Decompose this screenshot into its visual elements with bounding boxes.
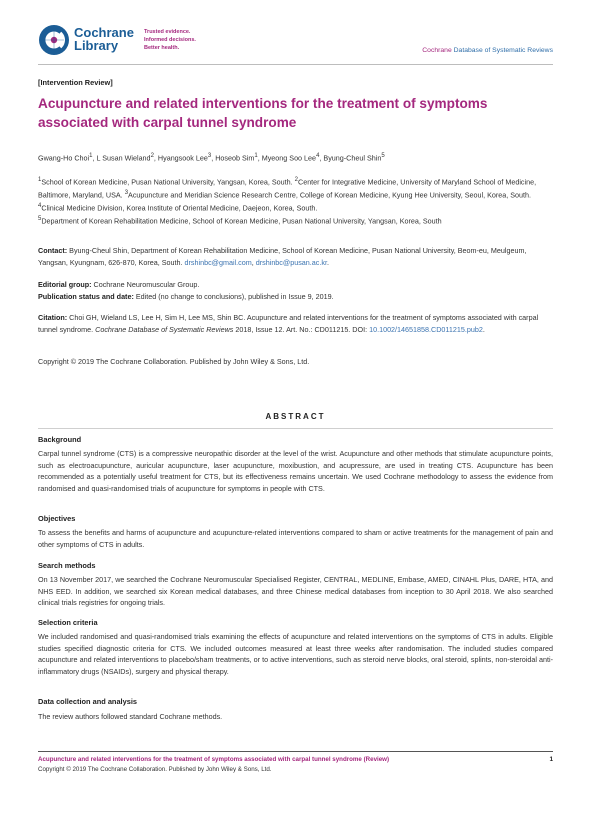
logo-line-1: Cochrane [74, 25, 134, 40]
affiliations [38, 175, 553, 227]
citation-journal: Cochrane Database of Systematic Reviews [95, 324, 234, 334]
contact-email-2[interactable]: drshinbc@pusan.ac.kr [255, 257, 327, 267]
selection-criteria-heading: Selection criteria [38, 618, 98, 627]
data-collection-heading: Data collection and analysis [38, 697, 137, 706]
data-collection-paragraph: The review authors followed standard Cochrane methods. [38, 712, 223, 721]
page-header [38, 24, 553, 64]
header-divider [38, 64, 553, 65]
search-methods-heading: Search methods [38, 561, 96, 570]
journal-rest: Database of Systematic Reviews [451, 47, 553, 54]
author-name: Gwang-Ho Choi [38, 153, 90, 163]
objectives-paragraph: To assess the benefits and harms of acupuncture and acupuncture-related interventions compared to sham or active treatments for the management of pain and other symptoms of CTS in adults. [38, 528, 553, 549]
author-separator: , [92, 153, 97, 163]
author-name: Byung-Cheul Shin [323, 153, 382, 163]
author-affiliation-mark: 1 [254, 153, 258, 159]
contact-text: Byung-Cheul Shin, Department of Korean Rehabilitation Medicine, School of Korean Medicine, Pusan National University, Beom-eu, Meulgeum, Yangsan, Kyungnam, 626-870, Korea, South. [38, 246, 527, 267]
background-paragraph: Carpal tunnel syndrome (CTS) is a compressive neuropathic disorder at the level of the wrist. Acupuncture and other methods that stimulate acupuncture points, such as electroacupuncture, auricular acupuncture, laser acupuncture, moxibustion, and acupressure, are used in treating CTS. Acupuncture has been recommended as a potentially useful treatment for CTS, but its effectiveness remains uncertain. We used Cochrane methodology to assess the evidence from randomised and quasi-randomised trials of acupuncture for symptoms in people with CTS. [38, 449, 553, 493]
review-type-label: [Intervention Review] [38, 78, 113, 87]
editorial-text: Cochrane Neuromuscular Group. [91, 280, 200, 289]
author-affiliation-mark: 1 [89, 153, 93, 159]
author-separator: , [211, 153, 216, 163]
search-methods-paragraph: On 13 November 2017, we searched the Cochrane Neuromuscular Specialised Register, CENTRAL, MEDLINE, Embase, AMED, CINAHL Plus, DARE, HTA, and NHS EED. In addition, we searched six Korean medical databases, and three Chinese medical databases from inception to 30 April 2018. We also searched clinical trials registries for ongoing trials. [38, 575, 553, 608]
author-name: L Susan Wieland [96, 153, 151, 163]
author-affiliation-mark: 4 [316, 153, 320, 159]
publication-status [38, 291, 553, 303]
page-number: 1 [549, 756, 553, 763]
status-text: Edited (no change to conclusions), published in Issue 9, 2019. [133, 292, 334, 301]
copyright-notice: Copyright © 2019 The Cochrane Collaboration. Published by John Wiley & Sons, Ltd. [38, 357, 310, 366]
contact-label: Contact: [38, 246, 68, 255]
author-name: Myeong Soo Lee [261, 153, 317, 163]
logo-wordmark[interactable] [74, 26, 134, 52]
affiliation-line: $^1$School of Korean Medicine, Pusan National University, Yangsan, Korea, South. $^2$Center for Integrative Medicine, University of Maryland School of Medicine, Baltimore, Maryland, USA. $^3$Acupuncture and Meridian Science Research Centre, College of Korean Medicine, Kyung Hee University, Seoul, Korea, South. $^4$Clinical Medicine Division, Korea Institute of Oriental Medicine, Daejeon, Korea, South. [38, 177, 537, 213]
tagline-line-1: Trusted evidence. [144, 29, 191, 35]
footer-title: Acupuncture and related interventions for the treatment of symptoms associated with carpal tunnel syndrome (Review) [38, 756, 390, 763]
author-affiliation-mark: 3 [207, 153, 212, 159]
abstract-heading: ABSTRACT [265, 412, 326, 421]
tagline [144, 28, 196, 52]
status-label: Publication status and date: [38, 292, 134, 301]
affiliation-line: $^5$Department of Korean Rehabilitation Medicine, School of Korean Medicine, Pusan National University, Yangsan, Korea, South [38, 215, 442, 226]
contact-email-1[interactable]: drshinbc@gmail.com [184, 257, 252, 267]
article-title: Acupuncture and related interventions for the treatment of symptoms associated with carpal tunnel syndrome [38, 96, 488, 130]
author-list [38, 153, 385, 162]
author-name: Hoseob Sim [215, 153, 255, 163]
citation-doi-link[interactable]: 10.1002/14651858.CD011215.pub2 [369, 324, 483, 334]
citation-block: Citation: Choi GH, Wieland LS, Lee H, Sim H, Lee MS, Shin BC. Acupuncture and related interventions for the treatment of symptoms associated with carpal tunnel syndrome. Cochrane Database of Systematic Reviews 2018, Issue 12. Art. No.: CD011215. DOI: 10.1002/14651858.CD011215.pub2. [38, 313, 539, 334]
abstract-divider [38, 428, 553, 429]
author-separator: , [319, 153, 324, 163]
author-affiliation-mark: 2 [150, 153, 154, 159]
editorial-label: Editorial group: [38, 280, 92, 289]
objectives-heading: Objectives [38, 514, 76, 523]
contact-block: Contact: Byung-Cheul Shin, Department of Korean Rehabilitation Medicine, School of Korean Medicine, Pusan National University, Beom-eu, Meulgeum, Yangsan, Kyungnam, 626-870, Korea, South. drshinbc@gmail.com, drshinbc@pusan.ac.kr. [38, 246, 527, 267]
footer-divider [38, 751, 553, 752]
cochrane-logo-icon [38, 24, 70, 56]
tagline-line-2: Informed decisions. [144, 37, 196, 43]
editorial-group [38, 279, 553, 291]
logo-line-2: Library [74, 38, 119, 53]
journal-brand: Cochrane [422, 47, 452, 54]
author-separator: , [153, 153, 158, 163]
journal-name [422, 47, 553, 54]
selection-criteria-paragraph: We included randomised and quasi-randomised trials examining the effects of acupuncture and related interventions on the symptoms of CTS in adults. Eligible studies specified diagnostic criteria for CTS. We included outcomes measured at least three weeks after randomisation. The included studies compared acupuncture and related interventions to placebo/sham treatments, or to active interventions, such as steroid nerve blocks, oral steroid, splints, non-steroidal anti-inflammatory drugs (NSAIDs), surgery and physical therapy. [38, 632, 553, 676]
tagline-line-3: Better health. [144, 45, 180, 51]
author-affiliation-mark: 5 [381, 153, 385, 159]
citation-label: Citation: [38, 313, 68, 322]
author-name: Hyangsook Lee [157, 153, 208, 163]
author-separator: , [257, 153, 262, 163]
background-heading: Background [38, 435, 82, 444]
footer-copyright: Copyright © 2019 The Cochrane Collaboration. Published by John Wiley & Sons, Ltd. [38, 766, 272, 773]
